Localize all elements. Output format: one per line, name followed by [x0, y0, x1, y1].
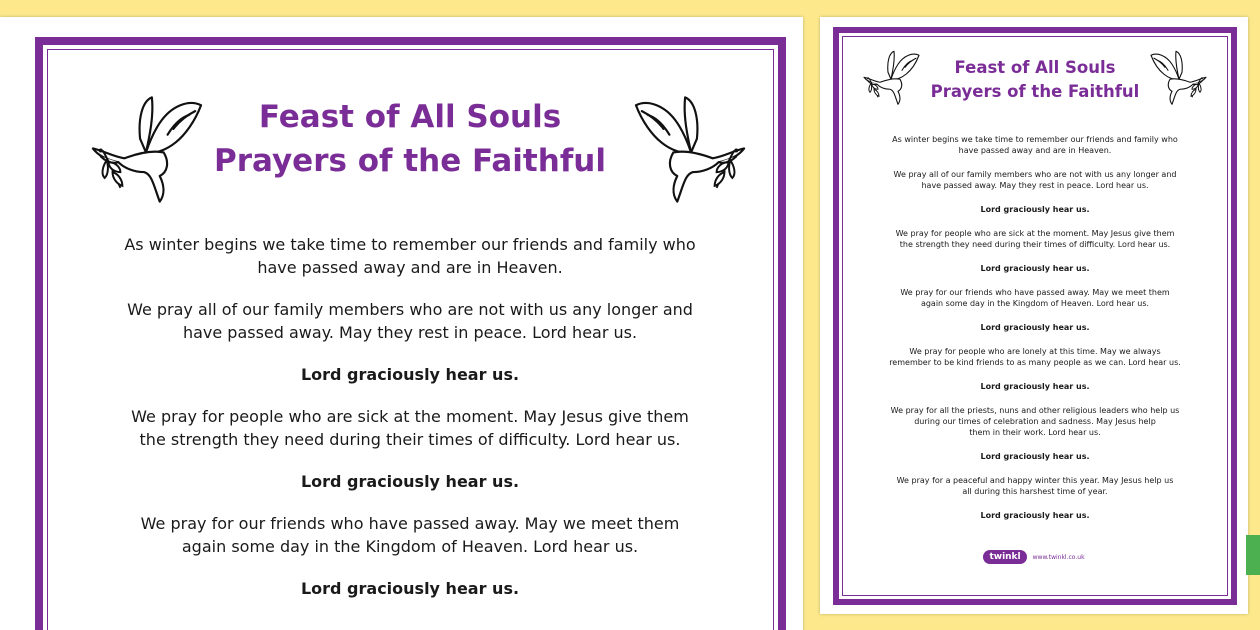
- dove-left-icon: [860, 48, 920, 106]
- prayer-list: [850, 134, 1220, 521]
- prayer-paragraph: [60, 405, 760, 451]
- prayer-paragraph: [850, 228, 1220, 250]
- page-title: [920, 56, 1150, 104]
- prayer-paragraph: [60, 512, 760, 558]
- response-line: Lord graciously hear us.: [980, 323, 1090, 332]
- prayer-line: We pray for a peaceful and happy winter this year. May Jesus help us: [896, 476, 1174, 485]
- prayer-line: remember to be kind friends to as many people as we can. Lord hear us.: [889, 358, 1181, 367]
- title-line-2: Prayers of the Faithful: [930, 82, 1140, 101]
- response-line: Lord graciously hear us.: [980, 382, 1090, 391]
- intro-line: have passed away and are in Heaven.: [257, 258, 563, 277]
- footer-logo: [820, 550, 1248, 564]
- dove-left-icon: [85, 91, 203, 205]
- dove-right-icon: [634, 91, 752, 205]
- response-line: Lord graciously hear us.: [980, 264, 1090, 273]
- prayer-paragraph: [60, 298, 760, 344]
- prayer-line: have passed away. May they rest in peace. Lord hear us.: [921, 181, 1149, 190]
- prayer-line: during our times of celebration and sadness. May Jesus help: [914, 417, 1156, 426]
- prayer-paragraph: [850, 169, 1220, 191]
- prayer-list: [60, 233, 760, 600]
- prayer-line: We pray all of our family members who are not with us any longer and: [893, 170, 1177, 179]
- twinkl-logo: twinkl: [983, 550, 1026, 564]
- intro-paragraph: [850, 134, 1220, 156]
- prayer-line: We pray all of our family members who are not with us any longer and: [127, 300, 693, 319]
- prayer-line: again some day in the Kingdom of Heaven. Lord hear us.: [920, 299, 1150, 308]
- prayer-line: again some day in the Kingdom of Heaven. Lord hear us.: [181, 537, 639, 556]
- prayer-line: the strength they need during their times of difficulty. Lord hear us.: [899, 240, 1171, 249]
- prayer-paragraph: [850, 405, 1220, 438]
- prayer-line: We pray for people who are sick at the moment. May Jesus give them: [131, 407, 689, 426]
- prayer-paragraph: [850, 346, 1220, 368]
- green-edge-tab: [1246, 535, 1260, 575]
- prayer-line: We pray for our friends who have passed away. May we meet them: [140, 514, 680, 533]
- prayer-line: We pray for all the priests, nuns and other religious leaders who help us: [890, 406, 1180, 415]
- prayer-paragraph: [850, 475, 1220, 497]
- prayer-line: We pray for people who are sick at the moment. May Jesus give them: [895, 229, 1175, 238]
- intro-line: As winter begins we take time to remember our friends and family who: [124, 235, 696, 254]
- prayer-line: have passed away. May they rest in peace. Lord hear us.: [182, 323, 638, 342]
- prayer-line: We pray for our friends who have passed away. May we meet them: [900, 288, 1170, 297]
- title-line-1: Feast of All Souls: [258, 99, 562, 135]
- response-line: Lord graciously hear us.: [980, 205, 1090, 214]
- prayer-line: the strength they need during their times of difficulty. Lord hear us.: [139, 430, 681, 449]
- response-line: Lord graciously hear us.: [300, 365, 520, 384]
- prayer-line: We pray for people who are lonely at this time. May we always: [909, 347, 1161, 356]
- title-line-2: Prayers of the Faithful: [214, 143, 606, 179]
- response-line: Lord graciously hear us.: [980, 452, 1090, 461]
- response-line: Lord graciously hear us.: [300, 472, 520, 491]
- worksheet-preview-large: [0, 17, 803, 630]
- worksheet-preview-small: [820, 17, 1248, 614]
- intro-line: As winter begins we take time to remember our friends and family who: [892, 135, 1178, 144]
- response-line: Lord graciously hear us.: [300, 579, 520, 598]
- response-line: Lord graciously hear us.: [980, 511, 1090, 520]
- website-url: www.twinkl.co.uk: [1032, 553, 1085, 561]
- intro-line: have passed away and are in Heaven.: [958, 146, 1112, 155]
- page-title: [200, 95, 620, 183]
- intro-paragraph: [60, 233, 760, 279]
- prayer-line: them in their work. Lord hear us.: [969, 428, 1101, 437]
- prayer-paragraph: [850, 287, 1220, 309]
- dove-right-icon: [1150, 48, 1210, 106]
- title-line-1: Feast of All Souls: [954, 58, 1116, 77]
- prayer-line: all during this harshest time of year.: [962, 487, 1108, 496]
